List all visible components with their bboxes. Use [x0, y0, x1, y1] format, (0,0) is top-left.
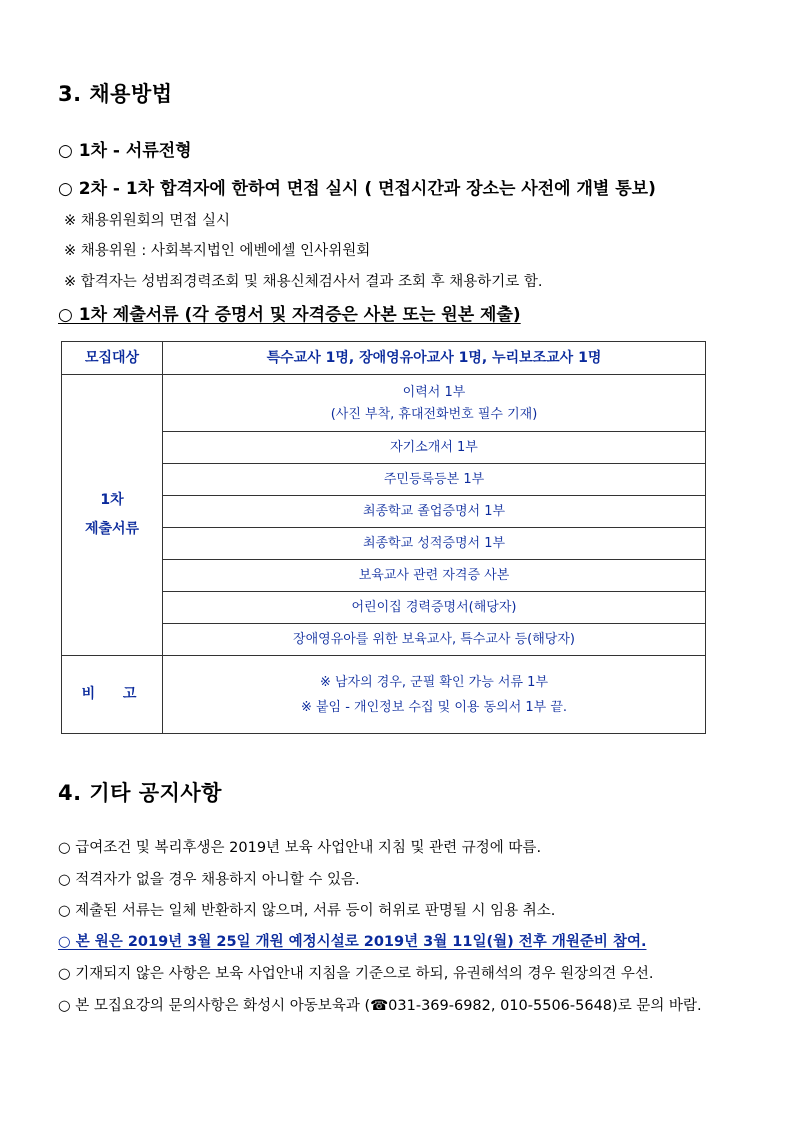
- doc-special-teacher: 장애영유아를 위한 보육교사, 특수교사 등(해당자): [163, 624, 706, 656]
- doc-career: 어린이집 경력증명서(해당자): [163, 592, 706, 624]
- remark-privacy: ※ 붙임 - 개인정보 수집 및 이용 동의서 1부 끝.: [300, 699, 568, 715]
- doc-resume: [163, 375, 706, 432]
- section-4-title: 4. 기타 공지사항: [58, 781, 222, 805]
- notice-salary: ○ 급여조건 및 복리후생은 2019년 보육 사업안내 지침 및 관련 규정에 따름.: [58, 840, 542, 856]
- doc-intro: 자기소개서 1부: [163, 432, 706, 464]
- notice-documents-not-returned: ○ 제출된 서류는 일체 반환하지 않으며, 서류 등이 허위로 판명될 시 임용 취소.: [58, 903, 556, 919]
- documents-label-line2: 제출서류: [84, 521, 140, 537]
- recruit-target-value: 특수교사 1명, 장애영유아교사 1명, 누리보조교사 1명: [163, 342, 706, 375]
- notice-guidelines: ○ 기재되지 않은 사항은 보육 사업안내 지침을 기준으로 하되, 유권해석의 경우 원장의견 우선.: [58, 966, 654, 982]
- notice-opening-date: ○ 본 원은 2019년 3월 25일 개원 예정시설로 2019년 3월 11일(월) 전후 개원준비 참여.: [58, 934, 647, 950]
- table-header-row: [62, 342, 706, 375]
- doc-certificate: 보육교사 관련 자격증 사본: [163, 560, 706, 592]
- documents-label: [62, 375, 163, 656]
- doc-resume-line2: (사진 부착, 휴대전화번호 필수 기재): [330, 406, 538, 422]
- remarks-content: [163, 656, 706, 734]
- note-background-check: ※ 합격자는 성범죄경력조회 및 채용신체검사서 결과 조회 후 채용하기로 함.: [64, 274, 543, 290]
- note-interview: ※ 채용위원회의 면접 실시: [64, 213, 231, 229]
- notice-no-qualified: ○ 적격자가 없을 경우 채용하지 아니할 수 있음.: [58, 872, 360, 888]
- note-committee: ※ 채용위원 : 사회복지법인 에벤에셀 인사위원회: [64, 243, 371, 259]
- recruit-target-label: 모집대상: [62, 342, 163, 375]
- section-3-title: 3. 채용방법: [58, 82, 173, 106]
- doc-resume-line1: 이력서 1부: [402, 384, 466, 400]
- doc-graduation: 최종학교 졸업증명서 1부: [163, 496, 706, 528]
- notice-contact: ○ 본 모집요강의 문의사항은 화성시 아동보육과 (☎031-369-6982, 010-5506-5648)로 문의 바람.: [58, 998, 702, 1014]
- doc-transcript: 최종학교 성적증명서 1부: [163, 528, 706, 560]
- remarks-row: [62, 656, 706, 734]
- table-row: [62, 375, 706, 432]
- required-documents-title: ○ 1차 제출서류 (각 증명서 및 자격증은 사본 또는 원본 제출): [58, 305, 521, 325]
- documents-label-line1: 1차: [100, 492, 124, 508]
- hiring-step-1: ○ 1차 - 서류전형: [58, 141, 192, 161]
- remark-military: ※ 남자의 경우, 군필 확인 가능 서류 1부: [319, 674, 549, 690]
- remarks-label: 비 고: [62, 656, 163, 734]
- hiring-step-2: ○ 2차 - 1차 합격자에 한하여 면접 실시 ( 면접시간과 장소는 사전에 개별 통보): [58, 179, 656, 199]
- requirements-table: [61, 341, 706, 734]
- doc-residence: 주민등록등본 1부: [163, 464, 706, 496]
